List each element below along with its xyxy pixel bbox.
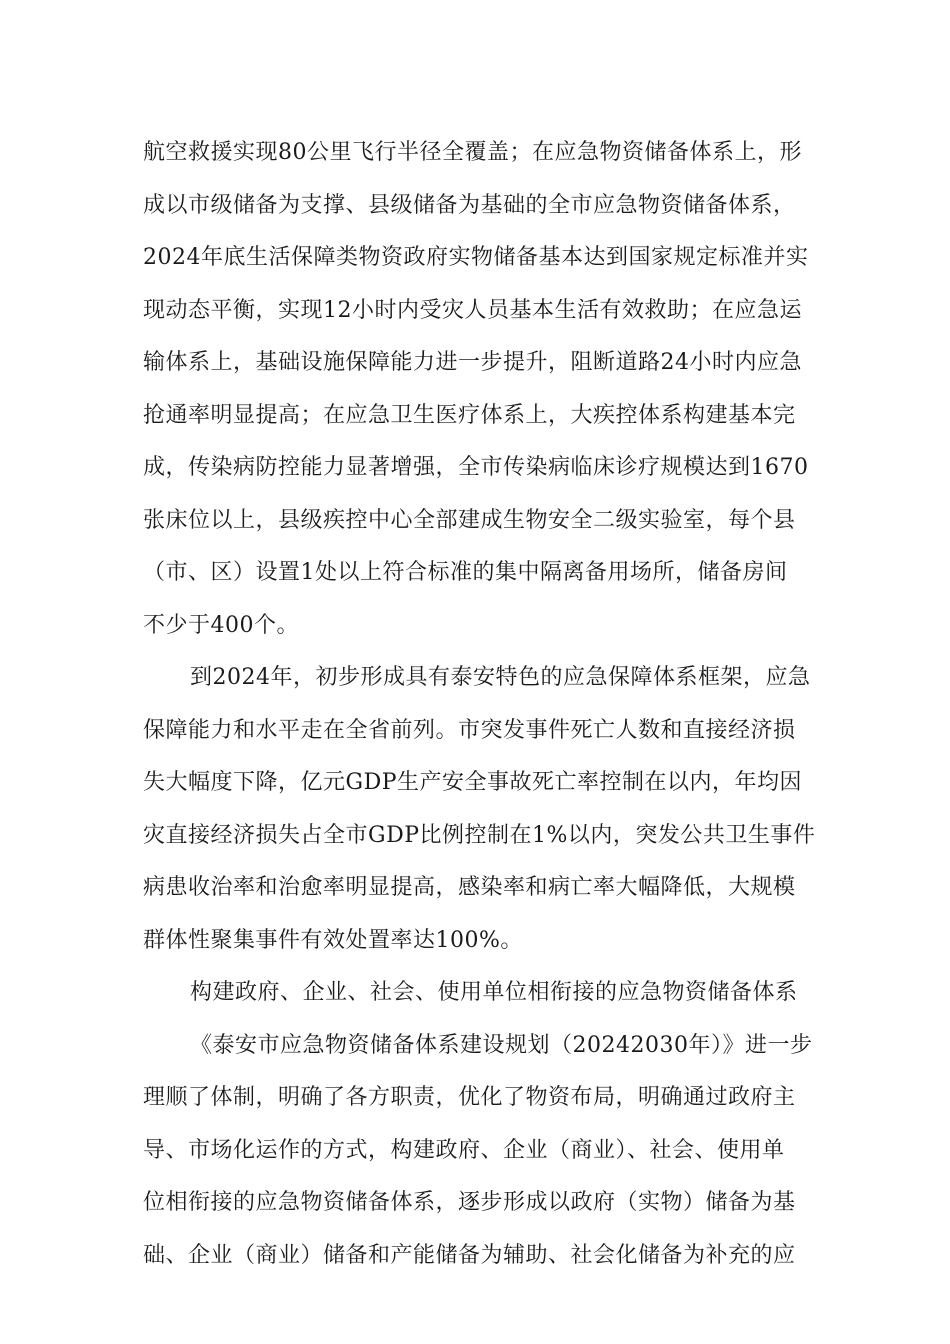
text-line: 成，传染病防控能力显著增强，全市传染病临床诊疗规模达到1670 xyxy=(143,455,809,480)
text-line: 成以市级储备为支撑、县级储备为基础的全市应急物资储备体系， xyxy=(143,193,796,218)
text-line: 航空救援实现80公里飞行半径全覆盖；在应急物资储备体系上，形 xyxy=(143,140,802,165)
section-heading: 构建政府、企业、社会、使用单位相衔接的应急物资储备体系 xyxy=(190,980,798,1005)
text-line: 失大幅度下降，亿元GDP生产安全事故死亡率控制在以内，年均因 xyxy=(143,770,803,795)
text-line: 不少于400个。 xyxy=(143,613,299,638)
text-line: 保障能力和水平走在全省前列。市突发事件死亡人数和直接经济损 xyxy=(143,718,796,743)
text-line: 2024年底生活保障类物资政府实物储备基本达到国家规定标准并实 xyxy=(143,245,809,270)
text-line: 病患收治率和治愈率明显提高，感染率和病亡率大幅降低，大规模 xyxy=(143,875,796,900)
paragraph-first-line: 《泰安市应急物资储备体系建设规划（20242030年）》进一步 xyxy=(190,1033,813,1058)
paragraph-first-line: 到2024年，初步形成具有泰安特色的应急保障体系框架，应急 xyxy=(190,665,811,690)
text-line: 张床位以上，县级疾控中心全部建成生物安全二级实验室，每个县 xyxy=(143,508,796,533)
text-line: 群体性聚集事件有效处置率达100%。 xyxy=(143,928,523,953)
text-line: 理顺了体制，明确了各方职责，优化了物资布局，明确通过政府主 xyxy=(143,1085,796,1110)
text-line: 位相衔接的应急物资储备体系，逐步形成以政府（实物）储备为基 xyxy=(143,1190,796,1215)
text-line: 抢通率明显提高；在应急卫生医疗体系上，大疾控体系构建基本完 xyxy=(143,403,796,428)
text-line: 灾直接经济损失占全市GDP比例控制在1%以内，突发公共卫生事件 xyxy=(143,823,816,848)
text-line: （市、区）设置1处以上符合标准的集中隔离备用场所，储备房间 xyxy=(143,560,788,585)
text-line: 础、企业（商业）储备和产能储备为辅助、社会化储备为补充的应 xyxy=(143,1243,796,1268)
text-line: 输体系上，基础设施保障能力进一步提升，阻断道路24小时内应急 xyxy=(143,350,802,375)
text-line: 现动态平衡，实现12小时内受灾人员基本生活有效救助；在应急运 xyxy=(143,298,802,323)
text-line: 导、市场化运作的方式，构建政府、企业（商业）、社会、使用单 xyxy=(143,1138,785,1163)
